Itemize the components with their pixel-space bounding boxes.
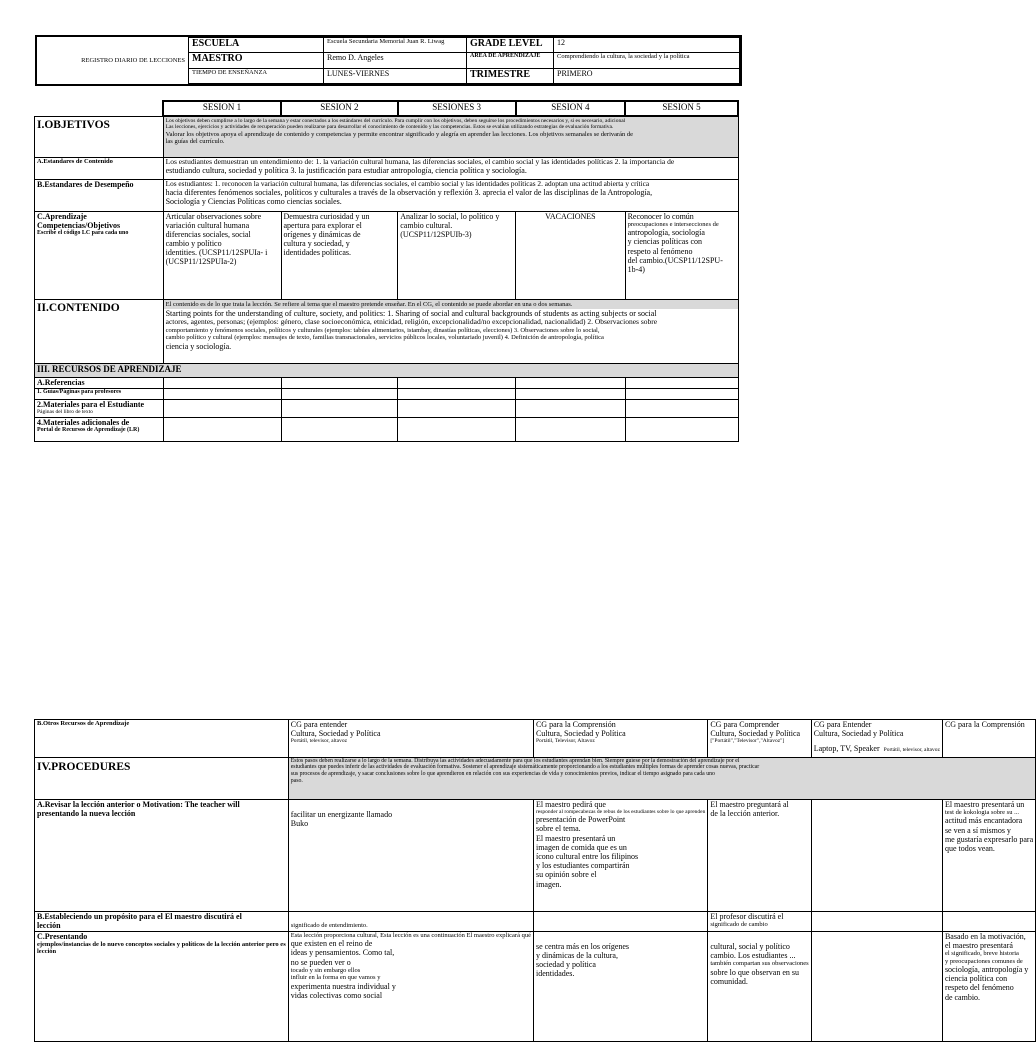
escuela-label: ESCUELA <box>189 38 324 53</box>
presentando-s2: se centra más en los orígenes y dinámicas de la cultura, sociedad y política identidades. <box>533 931 707 1041</box>
competencias-label: C.Aprendizaje Competencias/Objetivos Escribe el código LC para cada uno <box>35 211 164 299</box>
presentando-label: C.Presentando ejemplos/instancias de lo nuevo conceptos sociales y políticos de la lección anterior pero es lección <box>35 931 289 1041</box>
area-label: AREA DE APRENDIZAJE <box>467 53 554 68</box>
revisar-s1: facilitar un energizante llamado Buko <box>288 799 533 911</box>
tiempo-label: TIEMPO DE ENSEÑANZA <box>189 68 324 83</box>
competencia-s4-vacaciones: VACACIONES <box>516 211 625 299</box>
header-title: REGISTRO DIARIO DE LECCIONES <box>37 38 189 84</box>
objetivos-note: Los objetivos deben cumplirse a lo largo de la semana y estar conectados a los estándares del currículo. Para cumplir con los objetivos, deben seguirse los procedimientos necesarios y, si es necesario, adicional Las lecciones, ejercicios y actividades de recuperación pueden realizarse para desarrollar el conocimiento de contenido y las competencias. Estos se evalúan utilizando estrategias de evaluación formativa. Valorar los objetivos apoya el aprendizaje de contenido y competencias y permite encontrar significado y alegría en aprender las lecciones. Los objetivos semanales se derivarán de las guías del currículo. <box>163 116 738 157</box>
procedures-table <box>34 719 1036 1042</box>
lesson-plan-table <box>34 100 739 442</box>
objetivos-title: I.OBJETIVOS <box>35 116 164 157</box>
otros-recursos-label: B.Otros Recursos de Aprendizaje <box>35 720 289 758</box>
competencia-s3: Analizar lo social, lo político y cambio cultural. (UCSP11/12SPUIb-3) <box>398 211 516 299</box>
session-header-1: SESION 1 <box>163 101 281 116</box>
maestro-label: MAESTRO <box>189 53 324 68</box>
grade-value: 12 <box>554 38 740 53</box>
recursos-title: III. RECURSOS DE APRENDIZAJE <box>35 363 739 377</box>
revisar-s5: El maestro presentará un test de kokologia sobre su ... actitud más encantadora se ven a sí mismos y me gustaría expresarlo para que todos vean. <box>942 799 1035 911</box>
session-header-3: SESIONES 3 <box>398 101 516 116</box>
tiempo-value: LUNES-VIERNES <box>324 68 467 83</box>
revisar-s3: El maestro preguntará al de la lección anterior. <box>708 799 811 911</box>
presentando-s5: Basado en la motivación, el maestro presentará el significado, breve historia y preocupaciones comunes de sociología, antropología y ciencia política con respeto del fenómeno de cambio. <box>942 931 1035 1041</box>
contenido-title: II.CONTENIDO <box>35 299 164 363</box>
presentando-s4 <box>811 931 942 1041</box>
competencia-s2: Demuestra curiosidad y un apertura para explorar el orígenes y dinámicas de cultura y sociedad, y identidades políticas. <box>281 211 398 299</box>
procedures-note: Estos pasos deben realizarse a lo largo de la semana. Distribuya las actividades adecuadamente para que los estudiantes aprendan bien. Siempre guíese por la demostración del aprendizaje por el estudiantes que puedes inferir de las actividades de evaluación formativa. Sostener el aprendizaje sistemáticamente proporcionando a los estudiantes múltiples formas de aprender cosas nuevas, practicar sus procesos de aprendizaje, y sacar conclusiones sobre lo que aprendieron en relación con sus experiencias de vida y conocimientos previos, indicar el tiempo asignado para cada uno paso. <box>288 757 1035 799</box>
otros-s1: CG para entender Cultura, Sociedad y Política Portátil, televisor, altavoz <box>288 720 533 758</box>
guias-label: 1. Guías/Páginas para profesores <box>35 388 164 399</box>
procedures-title: IV.PROCEDURES <box>35 757 289 799</box>
referencias-label: A.Referencias <box>35 377 164 388</box>
estandares-desempeno-text: Los estudiantes: 1. reconocen la variación cultural humana, las diferencias sociales, el cambio social y las identidades políticas 2. adoptan una actitud abierta y crítica hacia diferentes fenómenos sociales, políticos y culturales a través de la observación y reflexión 3. aprecia el valor de las disciplinas de la Antropología, Sociología y Ciencias Políticas como ciencias sociales. <box>163 179 738 211</box>
session-header-5: SESION 5 <box>625 101 738 116</box>
otros-s5: CG para la Comprensión <box>942 720 1035 758</box>
grade-label: GRADE LEVEL <box>467 38 554 53</box>
proposito-s3: El profesor discutirá el significado de cambio <box>708 911 811 931</box>
competencia-s5: Reconocer lo común preocupaciones e intersecciones de antropología, sociología y ciencias políticas con respeto al fenómeno del cambio.(UCSP11/12SPU- 1b-4) <box>625 211 738 299</box>
proposito-s4 <box>811 911 942 931</box>
session-header-4: SESION 4 <box>516 101 625 116</box>
presentando-s1: Esta lección proporciona cultural, Esta lección es una continuación El maestro explicará qué que existen en el reino de ideas y pensamientos. Como tal, no se pueden ver o tocado y sin embargo ellos influir en la forma en que vamos y experimenta nuestra individual y vidas colectivas como social <box>288 931 533 1041</box>
trimestre-label: TRIMESTRE <box>467 68 554 83</box>
maestro-value: Remo D. Angeles <box>324 53 467 68</box>
presentando-s3: cultural, social y político cambio. Los estudiantes ... también compartan sus observaciones sobre lo que observan en su comunidad. <box>708 931 811 1041</box>
proposito-s1: significado de entendimiento. <box>288 911 533 931</box>
proposito-s5 <box>942 911 1035 931</box>
lesson-log-header <box>35 35 742 86</box>
materiales-adicionales-label: 4.Materiales adicionales de Portal de Recursos de Aprendizaje (LR) <box>35 417 164 441</box>
proposito-s2 <box>533 911 707 931</box>
revisar-leccion-label: A.Revisar la lección anterior o Motivation: The teacher will presentando la nueva lección <box>35 799 289 911</box>
estandares-desempeno-label: B.Estandares de Desempeño <box>35 179 164 211</box>
contenido-body: El contenido es de lo que trata la lección. Se refiere al tema que el maestro pretende enseñar. En el CG, el contenido se puede abordar en una o dos semanas. Starting points for the understanding of culture, society, and politics: 1. Sharing of social and cultural backgrounds of students as acting subjects or social actores, agentes, personas; (ejemplos: género, clase socioeconómica, etnicidad, religión, excepcionalidad/no excepcionalidad, nacionalidad) 2. Observaciones sobre comportamiento y fenómenos sociales, políticos y culturales (ejemplos: tabúes alimentarios, istambay, dinastías políticas, elecciones) 3. Observaciones sobre lo social, cambio político y cultural (ejemplos: mensajes de texto, familias transnacionales, servicios públicos locales, voluntariado juvenil) 4. Definición de antropología, política ciencia y sociología. <box>163 299 738 363</box>
competencia-s1: Articular observaciones sobre variación cultural humana diferencias sociales, social cambio y político identities. (UCSP11/12SPUIa- i (UCSP11/12SPUIa-2) <box>163 211 281 299</box>
area-value: Comprendiendo la cultura, la sociedad y la política <box>554 53 740 68</box>
revisar-s4 <box>811 799 942 911</box>
proposito-label: B.Estableciendo un propósito para el El maestro discutirá el lección <box>35 911 289 931</box>
otros-s2: CG para la Comprensión Cultura, Sociedad y Política Portátil, Televisor, Altavoz <box>533 720 707 758</box>
session-header-2: SESION 2 <box>281 101 398 116</box>
otros-s4: CG para Entender Cultura, Sociedad y Política Laptop, TV, Speaker Portátil, televisor, altavoz <box>811 720 942 758</box>
revisar-s2: El maestro pedirá que responder al rompecabezas de rebus de los estudiantes sobre lo que aprenden presentación de PowerPoint sobre el tema. El maestro presentará un imagen de comida que es un ícono cultural entre los filipinos y los estudiantes compartirán su opinión sobre el imagen. <box>533 799 707 911</box>
estandares-contenido-text: Los estudiantes demuestran un entendimiento de: 1. la variación cultural humana, las diferencias sociales, el cambio social y las identidades políticas 2. la importancia de estudiando cultura, sociedad y política 3. la justificación para estudiar antropología, ciencia política y sociología. <box>163 157 738 179</box>
trimestre-value: PRIMERO <box>554 68 740 83</box>
estandares-contenido-label: A.Estandares de Contenido <box>35 157 164 179</box>
escuela-value: Escuela Secundaria Memorial Juan R. Liwag <box>324 38 467 53</box>
materiales-estudiante-label: 2.Materiales para el Estudiante Páginas del libro de texto <box>35 399 164 417</box>
otros-s3: CG para Comprender Cultura, Sociedad y Política ["Portátil","Televisor","Altavoz"] <box>708 720 811 758</box>
